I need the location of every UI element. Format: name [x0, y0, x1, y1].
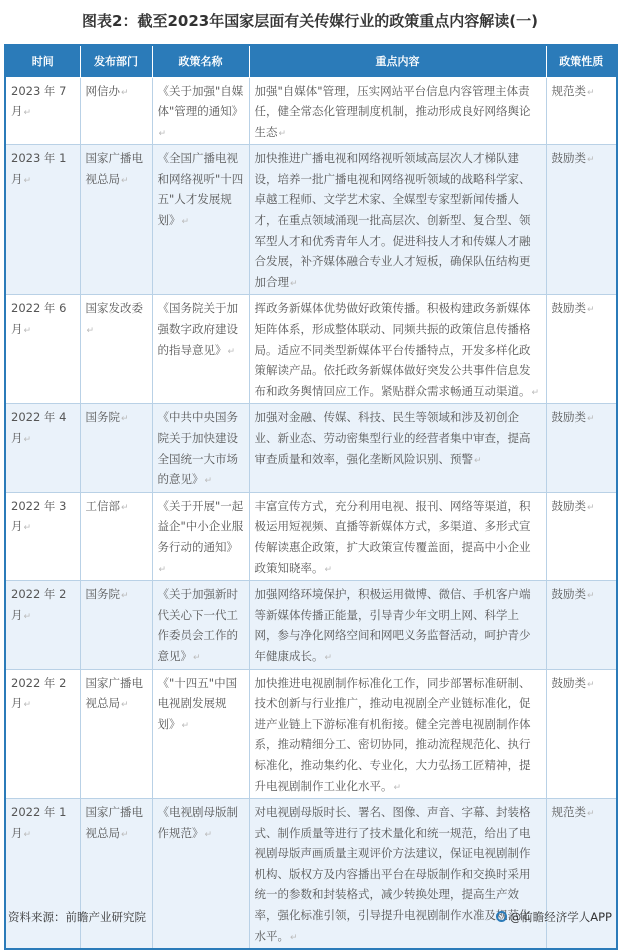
cell-name: 《全国广播电视和网络视听"十四五"人才发展规划》↵ [152, 145, 249, 295]
cell-type: 规范类↵ [546, 77, 617, 145]
table-header-row [5, 45, 617, 77]
cell-content: 丰富宣传方式，充分利用电视、报刊、网络等渠道，积极运用短视频、直播等新媒体方式，多渠道、多形式宣传解读惠企政策，扩大政策宣传覆盖面，提高中小企业政策知晓率。↵ [249, 492, 546, 580]
header-type: 政策性质 [546, 45, 617, 77]
policy-table [4, 44, 618, 950]
table-row [5, 669, 617, 799]
cell-dept: 国家广播电视总局↵ [80, 799, 152, 950]
header-dept: 发布部门 [80, 45, 152, 77]
cell-name: 《关于开展"一起益企"中小企业服务行动的通知》↵ [152, 492, 249, 580]
table-row [5, 145, 617, 295]
cell-content: 对电视剧母版时长、署名、图像、声音、字幕、封装格式、制作质量等进行了技术量化和统一规范，给出了电视剧母版声画质量主观评价方法建议，保证电视剧制作机构、版权方及内容播出平台在母版制作和交换时采用统一的参数和封装格式，减少转换处理，提高生产效率，强化标准引领，引导提升电视剧制作水准及规范化水平。↵ [249, 799, 546, 950]
cell-content: 加强网络环境保护，积极运用微博、微信、手机客户端等新媒体传播正能量，引导青少年文明上网、科学上网，参与净化网络空间和网吧义务监督活动，呵护青少年健康成长。↵ [249, 581, 546, 669]
cell-content: 加快推进电视剧制作标准化工作，同步部署标准研制、技术创新与行业推广，推动电视剧全产业链标准化，促进产业链上下游标准有机衔接。健全完善电视剧制作体系，推动精细分工、密切协同，推动流程规范化、执行标准化，推动集约化、专业化，大力弘扬工匠精神，提升电视剧制作工业化水平。↵ [249, 669, 546, 799]
table-row [5, 581, 617, 669]
cell-name: 《中共中央国务院关于加快建设全国统一大市场的意见》↵ [152, 404, 249, 492]
table-row [5, 492, 617, 580]
header-name: 政策名称 [152, 45, 249, 77]
cell-time: 2023 年 1 月↵ [5, 145, 80, 295]
cell-content: 加强"自媒体"管理，压实网站平台信息内容管理主体责任，健全常态化管理制度机制，推动形成良好网络舆论生态↵ [249, 77, 546, 145]
table-row [5, 295, 617, 404]
brand-logo-icon [496, 911, 507, 922]
cell-dept: 国家发改委↵ [80, 295, 152, 404]
cell-time: 2022 年 1 月↵ [5, 799, 80, 950]
source-note: 资料来源：前瞻产业研究院 [8, 910, 146, 924]
footer [8, 906, 612, 928]
cell-content: 挥政务新媒体优势做好政策传播。积极构建政务新媒体矩阵体系，形成整体联动、同频共振的政策信息传播格局。适应不同类型新媒体平台传播特点，开发多样化政策解读产品。依托政务新媒体做好突发公共事件信息发布和政务舆情回应工作。紧贴群众需求畅通互动渠道。↵ [249, 295, 546, 404]
cell-type: 鼓励类↵ [546, 404, 617, 492]
cell-dept: 国务院↵ [80, 404, 152, 492]
cell-type: 鼓励类↵ [546, 145, 617, 295]
header-content: 重点内容 [249, 45, 546, 77]
header-time: 时间 [5, 45, 80, 77]
brand-text: @前瞻经济学人APP [509, 910, 612, 924]
cell-dept: 国务院↵ [80, 581, 152, 669]
cell-dept: 工信部↵ [80, 492, 152, 580]
table-row [5, 404, 617, 492]
cell-dept: 网信办↵ [80, 77, 152, 145]
cell-content: 加快推进广播电视和网络视听领域高层次人才梯队建设，培养一批广播电视和网络视听领域的战略科学家、卓越工程师、文学艺术家、全媒型专家型新闻传播人才，在重点领域涌现一批高层次、创新型、复合型、领军型人才和优秀青年人才。促进科技人才和传媒人才融合发展，补齐媒体融合专业人才短板，确保队伍结构更加合理↵ [249, 145, 546, 295]
brand-credit [496, 906, 612, 928]
cell-time: 2022 年 4 月↵ [5, 404, 80, 492]
cell-name: 《"十四五"中国电视剧发展规划》↵ [152, 669, 249, 799]
cell-dept: 国家广播电视总局↵ [80, 145, 152, 295]
cell-name: 《国务院关于加强数字政府建设的指导意见》↵ [152, 295, 249, 404]
cell-name: 《电视剧母版制作规范》↵ [152, 799, 249, 950]
cell-type: 鼓励类↵ [546, 295, 617, 404]
chart-title: 图表2：截至2023年国家层面有关传媒行业的政策重点内容解读(一) [82, 12, 538, 30]
cell-name: 《关于加强新时代关心下一代工作委员会工作的意见》↵ [152, 581, 249, 669]
cell-type: 规范类↵ [546, 799, 617, 950]
cell-time: 2022 年 2 月↵ [5, 669, 80, 799]
cell-time: 2022 年 3 月↵ [5, 492, 80, 580]
cell-type: 鼓励类↵ [546, 492, 617, 580]
cell-name: 《关于加强"自媒体"管理的通知》↵ [152, 77, 249, 145]
cell-time: 2022 年 6 月↵ [5, 295, 80, 404]
cell-time: 2023 年 7 月↵ [5, 77, 80, 145]
cell-time: 2022 年 2 月↵ [5, 581, 80, 669]
table-row [5, 77, 617, 145]
cell-type: 鼓励类↵ [546, 581, 617, 669]
cell-type: 鼓励类↵ [546, 669, 617, 799]
cell-dept: 国家广播电视总局↵ [80, 669, 152, 799]
cell-content: 加强对金融、传媒、科技、民生等领域和涉及初创企业、新业态、劳动密集型行业的经营者集中审查，提高审查质量和效率，强化垄断风险识别、预警↵ [249, 404, 546, 492]
